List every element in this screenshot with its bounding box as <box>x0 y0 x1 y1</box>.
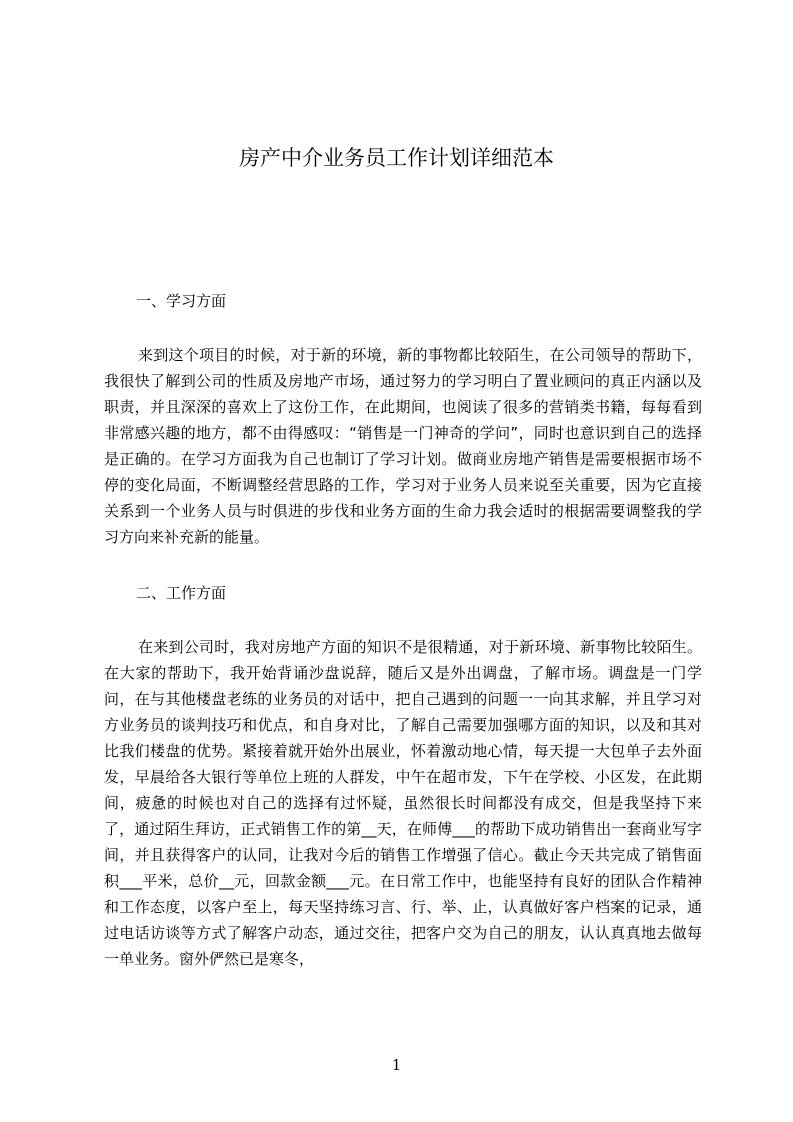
section-heading-work: 二、工作方面 <box>136 584 227 602</box>
section-paragraph-study: 来到这个项目的时候，对于新的环境，新的事物都比较陌生，在公司领导的帮助下，我很快了解到公司的性质及房地产市场，通过努力的学习明白了置业顾问的真正内涵以及职责，并且深深的喜欢上了这份工作，在此期间，也阅读了很多的营销类书籍，每每看到非常感兴趣的地方，都不由得感叹：“销售是一门神奇的学问”，同时也意识到自己的选择是正确的。在学习方面我为自己也制订了学习计划。做商业房地产销售是需要根据市场不停的变化局面，不断调整经营思路的工作，学习对于业务人员来说至关重要，因为它直接关系到一个业务人员与时俱进的步伐和业务方面的生命力我会适时的根据需要调整我的学习方向来补充新的能量。 <box>104 346 702 546</box>
document-title: 房产中介业务员工作计划详细范本 <box>239 146 554 170</box>
page-number: 1 <box>391 1056 402 1074</box>
section-paragraph-work: 在来到公司时，我对房地产方面的知识不是很精通，对于新环境、新事物比较陌生。在大家的帮助下，我开始背诵沙盘说辞，随后又是外出调盘，了解市场。调盘是一门学问，在与其他楼盘老练的业务员的对话中，把自己遇到的问题一一向其求解，并且学习对方业务员的谈判技巧和优点，和自身对比，了解自己需要加强哪方面的知识，以及和其对比我们楼盘的优势。紧接着就开始外出展业，怀着激动地心情，每天提一大包单子去外面发，早晨给各大银行等单位上班的人群发，中午在超市发，下午在学校、小区发，在此期间，疲惫的时候也对自己的选择有过怀疑，虽然很长时间都没有成交，但是我坚持下来了，通过陌生拜访，正式销售工作的第__天，在师傅___的帮助下成功销售出一套商业写字间，并且获得客户的认同，让我对今后的销售工作增强了信心。截止今天共完成了销售面积___平米，总价__元，回款金额___元。在日常工作中，也能坚持有良好的团队合作精神和工作态度，以客户至上，每天坚持练习言、行、举、止，认真做好客户档案的记录，通过电话访谈等方式了解客户动态，通过交往，把客户交为自己的朋友，认认真真地去做每一单业务。窗外俨然已是寒冬， <box>104 638 702 968</box>
section-heading-study: 一、学习方面 <box>136 292 227 310</box>
